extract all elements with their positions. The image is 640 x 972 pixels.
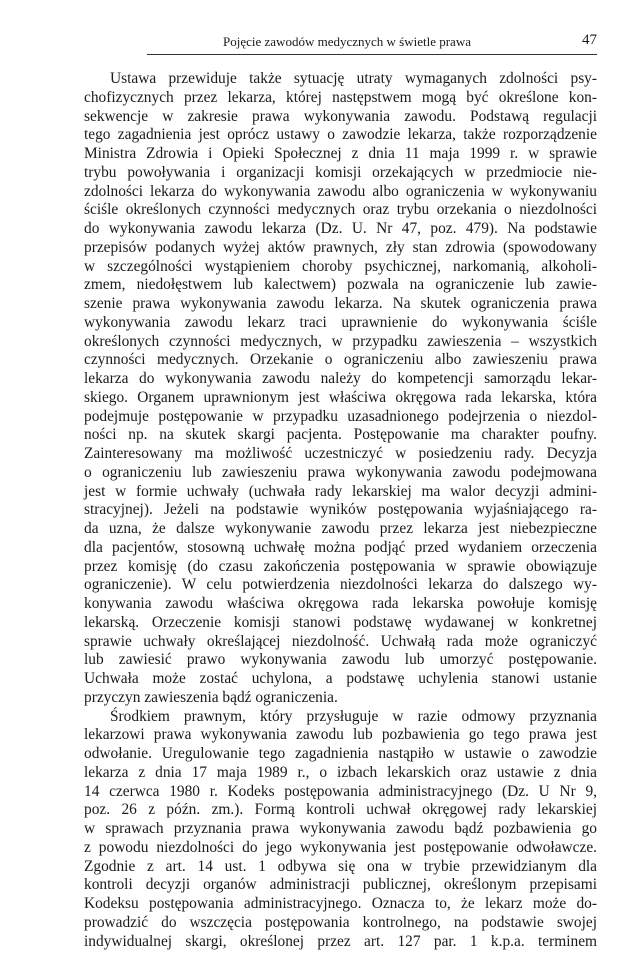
- text-line: Kodeksu postępowania administracyjnego. Oznacza to, że lekarz może do-: [84, 895, 597, 912]
- text-line: poz. 26 z późn. zm.). Formą kontroli uchwał okręgowej rady lekarskiej: [84, 801, 597, 819]
- text-line: konywania zawodu właściwa okręgowa rada lekarska powołuje komisję: [84, 595, 597, 612]
- text-line: kontroli decyzji organów administracji publicznej, określonym przepisami: [84, 876, 597, 894]
- text-line: Ministra Zdrowia i Opieki Społecznej z dnia 11 maja 1999 r. w sprawie: [84, 145, 597, 162]
- page-number: 47: [582, 32, 597, 48]
- text-line: do wykonywania zawodu lekarza (Dz. U. Nr 47, poz. 479). Na podstawie: [84, 220, 597, 237]
- text-line: stracyjnej). Jeżeli na podstawie wyników postępowania wyjaśniającego ra-: [84, 501, 597, 519]
- text-line: ności np. na skutek skargi pacjenta. Postępowanie ma charakter poufny.: [84, 426, 597, 444]
- text-line: o ograniczeniu lub zawieszeniu prawa wykonywania zawodu podejmowana: [84, 463, 597, 481]
- paragraph: [84, 70, 597, 708]
- text-line: podejmuje postępowanie w przypadku uzasadnionego podejrzenia o niezdol-: [84, 407, 597, 425]
- text-line: określonych czynności medycznych, w przypadku zawieszenia – wszystkich: [84, 332, 597, 350]
- text-line: trybu powoływania i organizacji komisji orzekających w przedmiocie nie-: [84, 163, 597, 181]
- text-line: dla pacjentów, stosowną uchwałę można podjąć przed wydaniem orzeczenia: [84, 538, 597, 556]
- text-line: z powodu niezdolności do jego wykonywania jest postępowanie odwoławcze.: [84, 838, 597, 856]
- text-line: odwołanie. Uregulowanie tego zagadnienia nastąpiło w ustawie o zawodzie: [84, 745, 597, 762]
- text-line: Uchwała może zostać uchylona, a podstawę uchylenia stanowi ustanie: [84, 670, 597, 687]
- running-header: [147, 32, 597, 55]
- text-line: lub zawiesić prawo wykonywania zawodu lub umorzyć postępowanie.: [84, 651, 597, 669]
- text-line: w szczególności wystąpieniem choroby psychicznej, narkomanią, alkoholi-: [84, 257, 597, 275]
- text-line: ściśle określonych czynności medycznych oraz trybu orzekania o niezdolności: [84, 201, 597, 219]
- text-line: ograniczenie). W celu potwierdzenia niezdolności lekarza do dalszego wy-: [84, 576, 597, 594]
- text-line: lekarzowi prawa wykonywania zawodu lub pozbawienia go tego prawa jest: [84, 726, 597, 744]
- body-text: [84, 70, 597, 951]
- text-line: lekarza do wykonywania zawodu należy do kompetencji samorządu lekar-: [84, 370, 597, 387]
- text-line: jest w formie uchwały (uchwała rady lekarskiej ma walor decyzji admini-: [84, 482, 597, 500]
- text-line: skiego. Organem uprawnionym jest właściwa okręgowa rada lekarska, która: [84, 388, 597, 406]
- text-line: tego zagadnienia jest oprócz ustawy o zawodzie lekarza, także rozporządzenie: [84, 126, 597, 144]
- text-line: przyczyn zawieszenia bądź ograniczenia.: [84, 688, 338, 706]
- text-line: Środkiem prawnym, który przysługuje w razie odmowy przyznania: [110, 707, 597, 725]
- text-line: w sprawach przyznania prawa wykonywania zawodu bądź pozbawienia go: [84, 820, 597, 837]
- text-line: zmem, niedołęstwem lub kalectwem) pozwala na ograniczenie lub zawie-: [84, 276, 597, 294]
- text-line: szenie prawa wykonywania zawodu lekarza. Na skutek ograniczenia prawa: [84, 295, 597, 312]
- text-line: przez komisję (do czasu zakończenia postępowania w sprawie obowiązuje: [84, 557, 597, 575]
- text-line: 14 czerwca 1980 r. Kodeks postępowania administracyjnego (Dz. U Nr 9,: [84, 782, 597, 800]
- text-line: da uzna, że dalsze wykonywanie zawodu przez lekarza jest niebezpieczne: [84, 520, 597, 537]
- text-line: Zgodnie z art. 14 ust. 1 odbywa się ona w trybie przewidzianym dla: [84, 857, 597, 875]
- text-line: przepisów podanych wyżej aktów prawnych, zły stan zdrowia (spowodowany: [84, 238, 597, 256]
- text-line: sprawie uchwały określającej niezdolność. Uchwałą rada może ograniczyć: [84, 632, 597, 650]
- text-line: chofizycznych przez lekarza, której następstwem mogą być określone kon-: [84, 88, 597, 106]
- text-line: Ustawa przewiduje także sytuację utraty wymaganych zdolności psy-: [110, 70, 597, 87]
- paragraph: [84, 708, 597, 952]
- text-line: sekwencje w zakresie prawa wykonywania zawodu. Podstawą regulacji: [84, 107, 597, 125]
- running-title: Pojęcie zawodów medycznych w świetle prawa: [223, 34, 471, 49]
- text-line: Zainteresowany ma możliwość uczestniczyć w posiedzeniu rady. Decyzja: [84, 445, 597, 462]
- text-line: lekarską. Orzeczenie komisji stanowi podstawę wydawanej w konkretnej: [84, 613, 597, 631]
- text-line: prowadzić do wszczęcia postępowania kontrolnego, na podstawie swojej: [84, 913, 597, 931]
- text-line: indywidualnej skargi, określonej przez art. 127 par. 1 k.p.a. terminem: [84, 932, 597, 950]
- text-line: wykonywania zawodu lekarz traci uprawnienie do wykonywania ściśle: [84, 313, 597, 331]
- text-line: lekarza z dnia 17 maja 1989 r., o izbach lekarskich oraz ustawie z dnia: [84, 763, 597, 781]
- text-line: czynności medycznych. Orzekanie o ograniczeniu albo zawieszeniu prawa: [84, 351, 597, 369]
- text-line: zdolności lekarza do wykonywania zawodu albo ograniczenia w wykonywaniu: [84, 182, 597, 200]
